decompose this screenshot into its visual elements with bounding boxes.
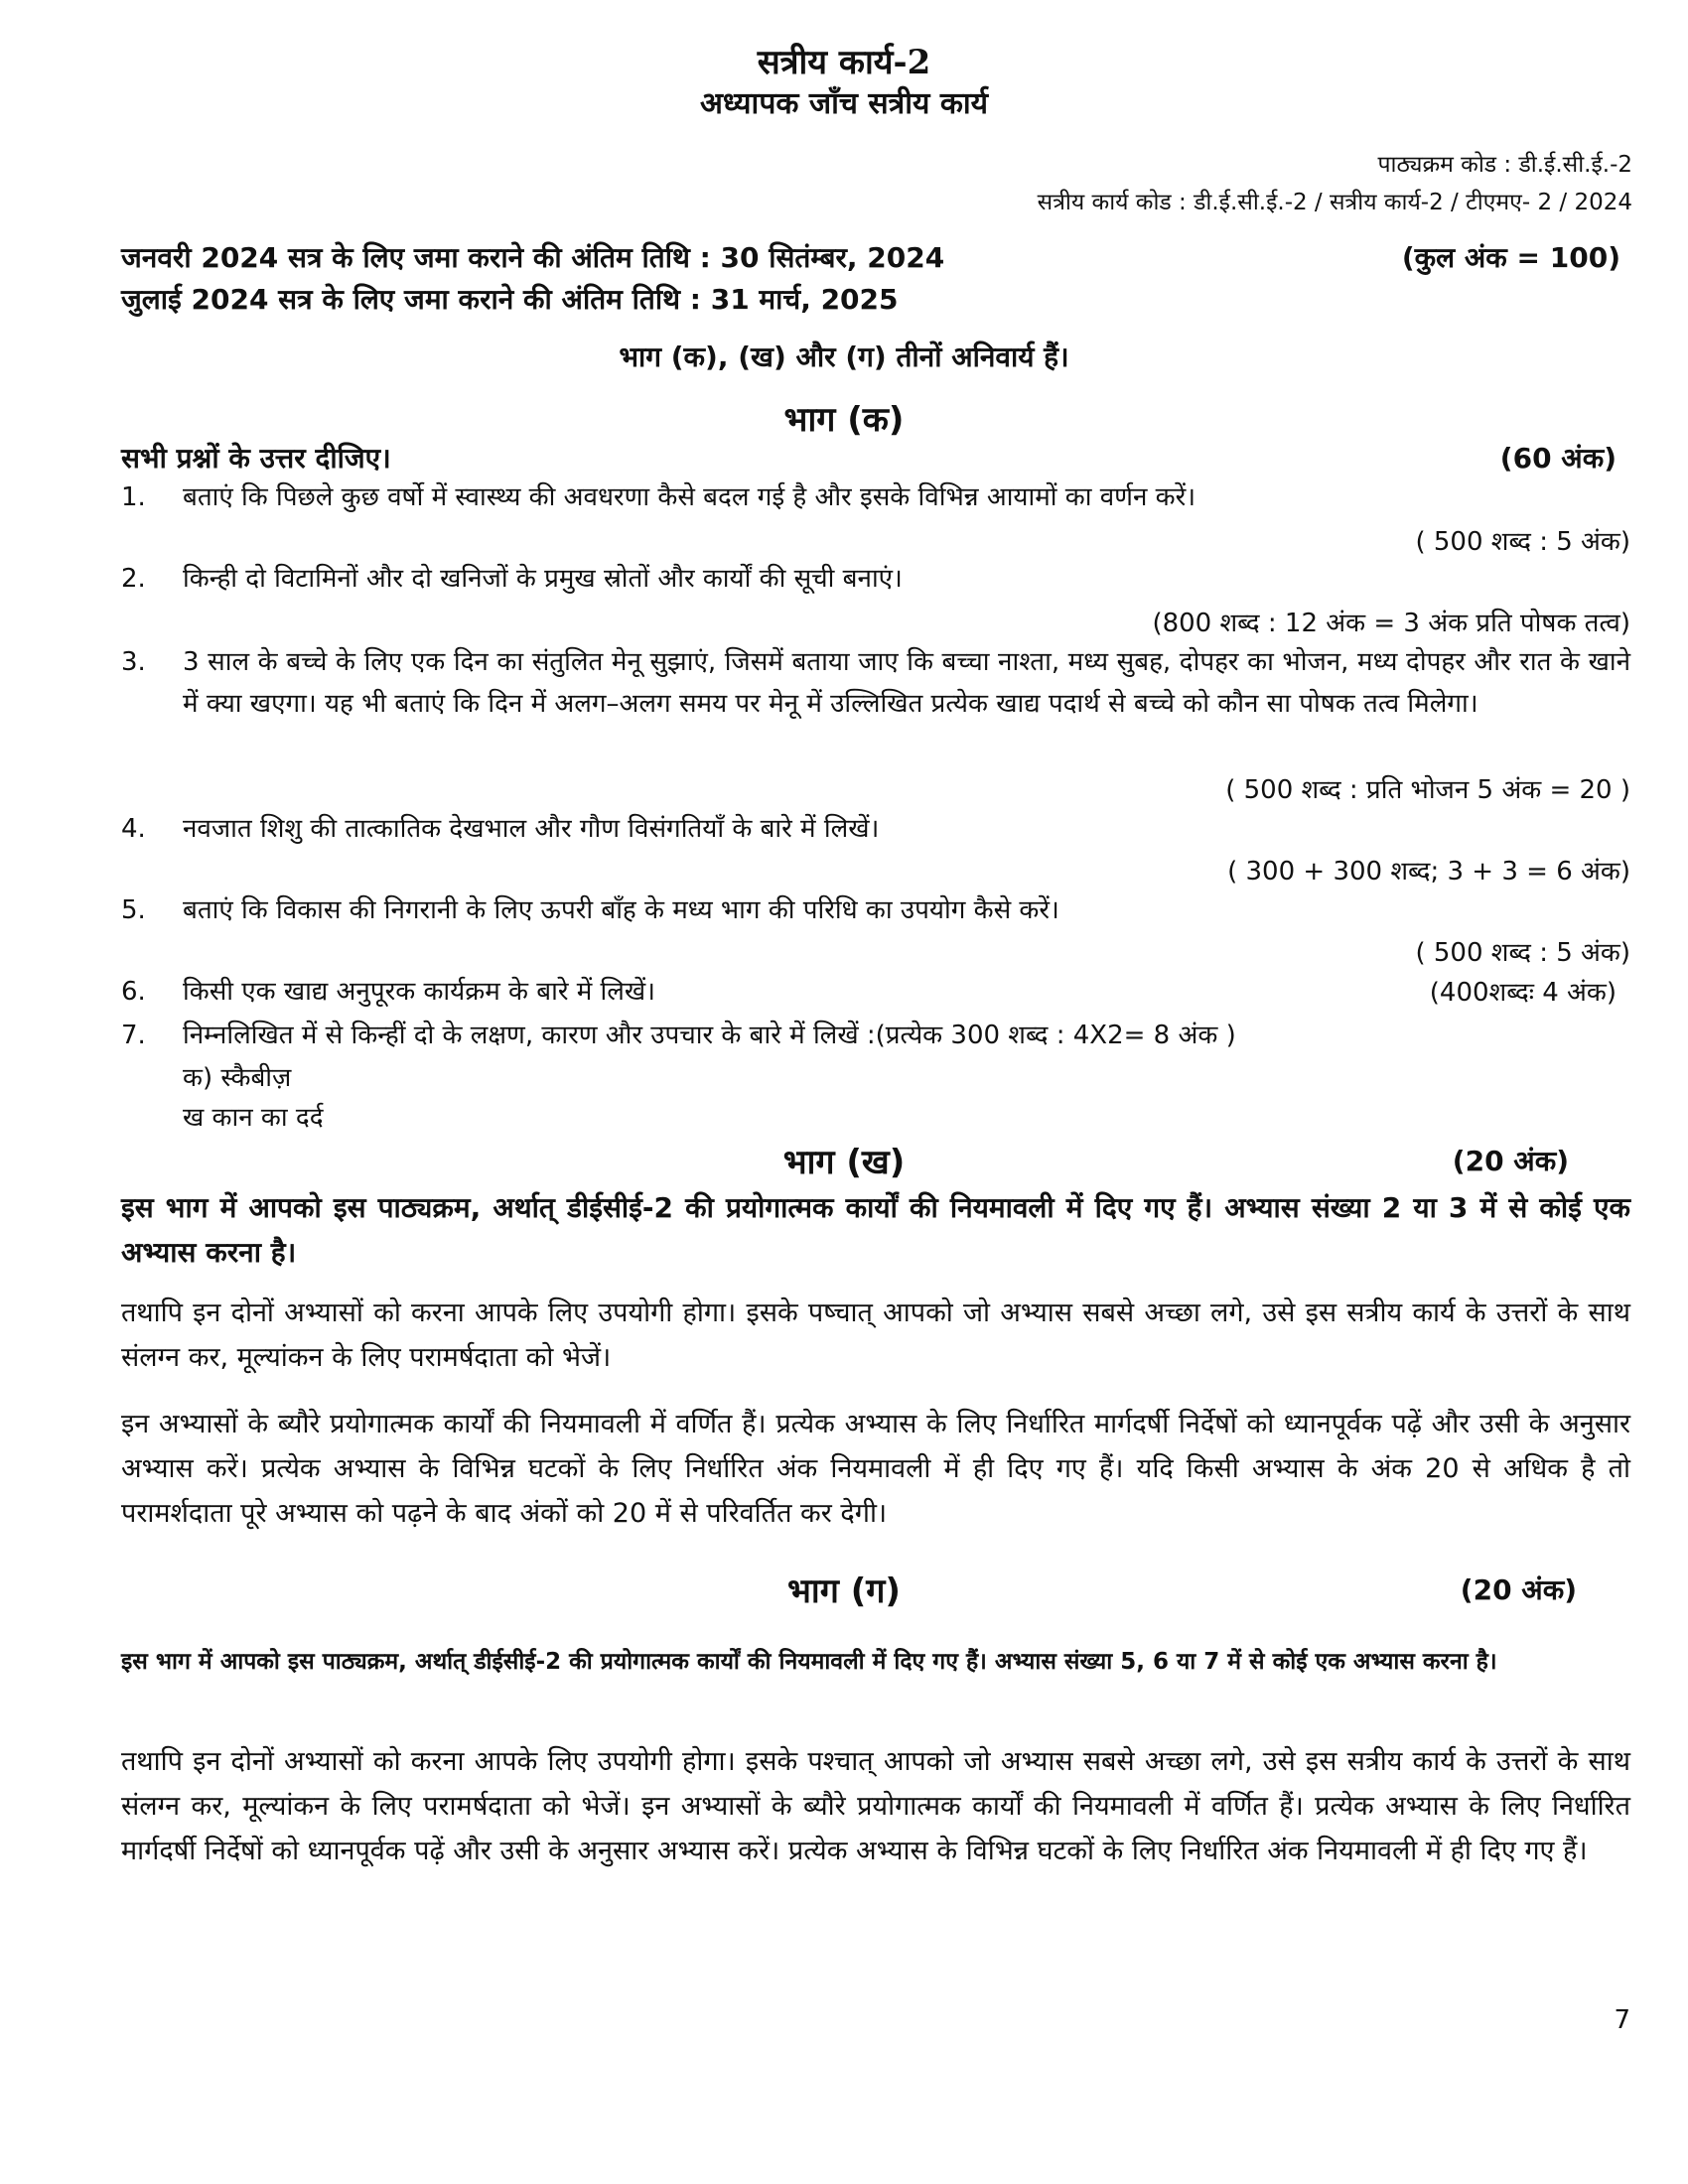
question-2-marks: (800 शब्द : 12 अंक = 3 अंक प्रति पोषक तत्व) [1152, 609, 1630, 638]
page-number: 7 [1614, 2005, 1630, 2035]
question-3-marks: ( 500 शब्द : प्रति भोजन 5 अंक = 20 ) [1225, 775, 1630, 805]
question-text: निम्नलिखित में से किन्हीं दो के लक्षण, कारण और उपचार के बारे में लिखें :(प्रत्येक 300 शब्द : 4X2= 8 अंक ) [183, 1021, 1236, 1050]
question-5-marks: ( 500 शब्द : 5 अंक) [1415, 938, 1630, 968]
question-5 [121, 889, 1630, 931]
question-number: 2. [121, 564, 146, 594]
question-1 [121, 477, 1630, 518]
question-number: 1. [121, 482, 146, 512]
part-a-heading: भाग (क) [783, 400, 905, 440]
deadline-january: जनवरी 2024 सत्र के लिए जमा कराने की अंतिम तिथि : 30 सितंम्बर, 2024 [121, 241, 945, 274]
part-c-marks: (20 अंक) [1460, 1573, 1577, 1606]
part-b-heading: भाग (ख) [782, 1143, 906, 1182]
part-c-heading: भाग (ग) [787, 1571, 901, 1611]
part-a-marks: (60 अंक) [1499, 442, 1617, 475]
total-marks: (कुल अंक = 100) [1401, 241, 1620, 274]
question-6 [121, 971, 1630, 1013]
part-c-instruction: इस भाग में आपको इस पाठ्यक्रम, अर्थात् डीईसीई-2 की प्रयोगात्मक कार्यों की नियमावली में दिए गए हैं। अभ्यास संख्या 5, 6 या 7 में से कोई एक अभ्यास करना है। [121, 1649, 1497, 1675]
question-3 [121, 641, 1630, 725]
part-b-instruction: इस भाग में आपको इस पाठ्यक्रम, अर्थात् डीईसीई-2 की प्रयोगात्मक कार्यों की नियमावली में दिए गए हैं। अभ्यास संख्या 2 या 3 में से कोई एक अभ्यास करना है। [121, 1191, 1630, 1269]
assignment-subtitle: अध्यापक जाँच सत्रीय कार्य [699, 86, 989, 121]
assignment-code: सत्रीय कार्य कोड : डी.ई.सी.ई.-2 / सत्रीय कार्य-2 / टीएमए- 2 / 2024 [1037, 190, 1632, 215]
part-b-paragraph-1: तथापि इन दोनों अभ्यासों को करना आपके लिए उपयोगी होगा। इसके पष्चात् आपको जो अभ्यास सबसे अच्छा लगे, उसे इस सत्रीय कार्य के उत्तरों के साथ संलग्न कर, मूल्यांकन के लिए परामर्षदाता को भेजें। [121, 1297, 1630, 1373]
assignment-title: सत्रीय कार्य-2 [757, 43, 931, 82]
q7-option-a: क) स्कैबीज़ [183, 1063, 292, 1093]
question-number: 7. [121, 1021, 146, 1050]
question-text: बताएं कि पिछले कुछ वर्षो में स्वास्थ्य की अवधरणा कैसे बदल गई है और इसके विभिन्न आयामों का वर्णन करें। [183, 482, 1196, 512]
question-text: किन्ही दो विटामिनों और दो खनिजों के प्रमुख स्रोतों और कार्यों की सूची बनाएं। [183, 564, 903, 594]
question-text: बताएं कि विकास की निगरानी के लिए ऊपरी बाँह के मध्य भाग की परिधि का उपयोग कैसे करें। [183, 895, 1059, 925]
compulsory-note: भाग (क), (ख) और (ग) तीनों अनिवार्य हैं। [619, 341, 1069, 373]
question-2 [121, 558, 1630, 600]
question-4 [121, 808, 1630, 850]
question-7 [121, 1015, 1630, 1056]
course-code: पाठ्यक्रम कोड : डी.ई.सी.ई.-2 [1377, 152, 1632, 178]
part-b-marks: (20 अंक) [1452, 1145, 1569, 1177]
question-4-marks: ( 300 + 300 शब्द; 3 + 3 = 6 अंक) [1227, 857, 1630, 887]
part-b-paragraph-2: इन अभ्यासों के ब्यौरे प्रयोगात्मक कार्यों की नियमावली में वर्णित हैं। प्रत्येक अभ्यास के लिए निर्धारित मार्गदर्षी निर्देषों को ध्यानपूर्वक पढ़ें और उसी के अनुसार अभ्यास करें। प्रत्येक अभ्यास के विभिन्न घटकों के लिए निर्धारित अंक नियमावली में ही दिए गए हैं। यदि किसी अभ्यास के अंक 20 से अधिक है तो परामर्शदाता पूरे अभ्यास को पढ़ने के बाद अंकों को 20 में से परिवर्तित कर देगी। [121, 1409, 1630, 1529]
question-number: 6. [121, 977, 146, 1007]
question-text: किसी एक खाद्य अनुपूरक कार्यक्रम के बारे में लिखें। [183, 977, 656, 1007]
q7-option-b: ख कान का दर्द [183, 1103, 324, 1133]
part-a-instruction: सभी प्रश्नों के उत्तर दीजिए। [121, 442, 391, 475]
question-6-marks: (400शब्दः 4 अंक) [1429, 978, 1617, 1008]
question-text: नवजात शिशु की तात्कातिक देखभाल और गौण विसंगतियाँ के बारे में लिखें। [183, 814, 880, 844]
question-number: 3. [121, 647, 146, 677]
part-c-paragraph-1: तथापि इन दोनों अभ्यासों को करना आपके लिए उपयोगी होगा। इसके पश्चात् आपको जो अभ्यास सबसे अच्छा लगे, उसे इस सत्रीय कार्य के उत्तरों के साथ संलग्न कर, मूल्यांकन के लिए परामर्षदाता को भेजें। इन अभ्यासों के ब्यौरे प्रयोगात्मक कार्यों की नियमावली में वर्णित हैं। प्रत्येक अभ्यास के लिए निर्धारित मार्गदर्षी निर्देषों को ध्यानपूर्वक पढ़ें और उसी के अनुसार अभ्यास करें। प्रत्येक अभ्यास के विभिन्न घटकों के लिए निर्धारित अंक नियमावली में ही दिए गए हैं। [121, 1746, 1630, 1866]
question-number: 4. [121, 814, 146, 844]
question-1-marks: ( 500 शब्द : 5 अंक) [1415, 527, 1630, 557]
deadline-july: जुलाई 2024 सत्र के लिए जमा कराने की अंतिम तिथि : 31 मार्च, 2025 [121, 283, 899, 316]
question-text: 3 साल के बच्चे के लिए एक दिन का संतुलित मेनू सुझाएं, जिसमें बताया जाए कि बच्चा नाश्ता, मध्य सुबह, दोपहर का भोजन, मध्य दोपहर और रात के खाने में क्या खएगा। यह भी बताएं कि दिन में अलग–अलग समय पर मेनू में उल्लिखित प्रत्येक खाद्य पदार्थ से बच्चे को कौन सा पोषक तत्व मिलेगा। [183, 647, 1630, 719]
question-number: 5. [121, 895, 146, 925]
